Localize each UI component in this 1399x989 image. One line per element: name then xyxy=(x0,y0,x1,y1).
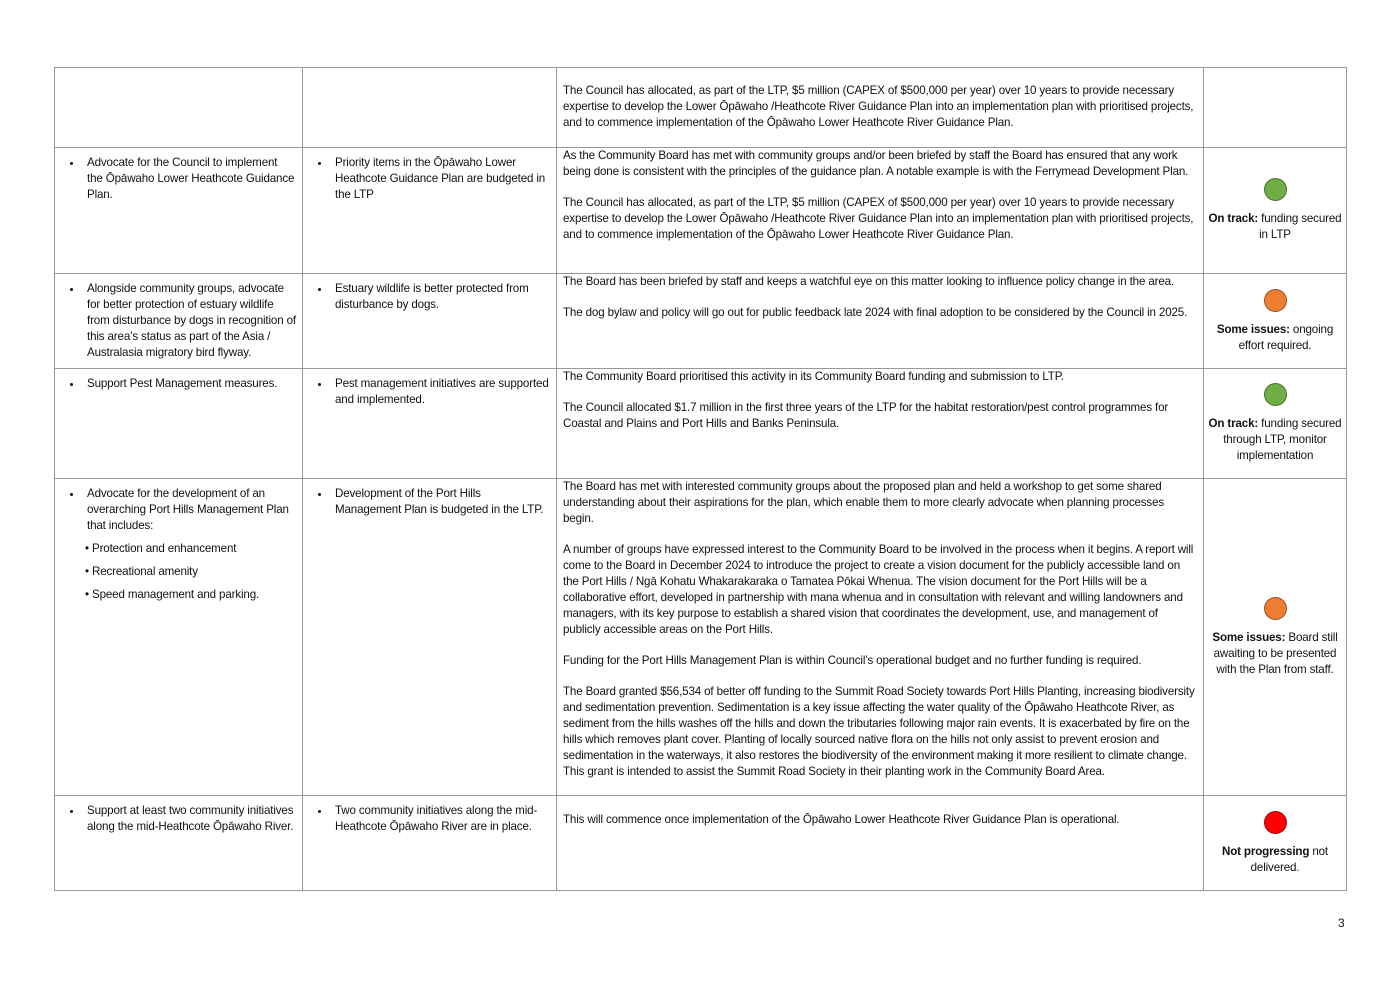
bullet-item: • Alongside community groups, advocate for better protection of estuary wildlife from disturbance by dogs in recognition of this area’s status as part of the Asia / Australasia migratory bird flyway. xyxy=(83,281,296,361)
progress-paragraph: The Council has allocated, as part of the LTP, $5 million (CAPEX of $500,000 per year) over 10 years to provide necessary expertise to develop the Lower Ōpāwaho /Heathcote River Guidance Plan into an implementation plan with prioritised projects, and to commence implementation of the Ōpāwaho Lower Heathcote River Guidance Plan. xyxy=(563,83,1194,129)
progress-cell xyxy=(557,369,1204,479)
bullet-item: • Priority items in the Ōpāwaho Lower Heathcote Guidance Plan are budgeted in the LTP xyxy=(331,155,550,203)
status-detail: funding secured in LTP xyxy=(1258,212,1342,241)
table-row xyxy=(55,274,1347,369)
status-text xyxy=(1208,211,1342,243)
status-detail: ongoing effort required. xyxy=(1238,322,1334,352)
bullet-item: • Support at least two community initiatives along the mid-Heathcote Ōpāwaho River. xyxy=(83,803,296,835)
progress-paragraph: The Board granted $56,534 of better off funding to the Summit Road Society towards Port Hills Planting, increasing biodiversity and sedimentation prevention. Sedimentation is a key issue affecting the water quality of the Ōpāwaho Heathcote River, as sediment from the hills washes off the hills and down the tributaries following major rain events. It is exacerbated by fire on the hills which removes plant cover. Planting of locally sourced native flora on the hills not only assist to prevent erosion and sedimentation in the waterways, it also restores the biodiversity of the environment making it more resilient to climate change. This grant is intended to assist the Summit Road Society in their planting work in the Community Board Area. xyxy=(563,685,1195,778)
status-detail: Board still awaiting to be presented with the Plan from staff. xyxy=(1213,630,1338,676)
status-indicator-icon xyxy=(1264,383,1287,406)
outcome-cell xyxy=(303,148,557,274)
progress-table xyxy=(54,67,1347,891)
progress-cell xyxy=(557,479,1204,796)
action-cell xyxy=(55,796,303,891)
progress-cell xyxy=(557,796,1204,891)
bullet-item: • Estuary wildlife is better protected from disturbance by dogs. xyxy=(331,281,550,313)
status-label: On track: xyxy=(1208,212,1259,225)
outcome-cell xyxy=(303,274,557,369)
bullet-item: • Two community initiatives along the mid-Heathcote Ōpāwaho River are in place. xyxy=(331,803,550,835)
action-cell xyxy=(55,479,303,796)
status-cell xyxy=(1204,148,1347,274)
progress-paragraph: This will commence once implementation of the Ōpāwaho Lower Heathcote River Guidance Plan is operational. xyxy=(563,813,1120,826)
bullet-item: • Development of the Port Hills Management Plan is budgeted in the LTP. xyxy=(331,486,550,518)
table-row xyxy=(55,796,1347,891)
bullet-item: • Pest management initiatives are supported and implemented. xyxy=(331,376,550,408)
table-row xyxy=(55,148,1347,274)
status-label: Some issues: xyxy=(1216,322,1290,336)
action-cell xyxy=(55,369,303,479)
sub-item: • Recreational amenity xyxy=(85,565,198,578)
progress-paragraph: A number of groups have expressed interest to the Community Board to be involved in the process when it begins. A report will come to the Board in December 2024 to introduce the project to create a vision document for the publicly accessible land on the Port Hills / Ngā Kohatu Whakarakaraka o Tamatea Pōkai Whenua. The vision document for the Port Hills will be a collaborative effort, developed in partnership with mana whenua and in consultation with relevant and willing landowners and managers, with its key purpose to establish a shared vision that coordinates the development, use, and management of publicly accessible areas on the Port Hills. xyxy=(563,543,1194,636)
status-indicator-icon xyxy=(1264,178,1287,201)
outcome-cell xyxy=(303,68,557,148)
action-cell xyxy=(55,68,303,148)
status-cell xyxy=(1204,68,1347,148)
outcome-cell xyxy=(303,796,557,891)
progress-paragraph: As the Community Board has met with community groups and/or been briefed by staff the Board has ensured that any work being done is consistent with the principles of the guidance plan. A notable example is with the Ferrymead Development Plan. xyxy=(563,149,1189,178)
status-text xyxy=(1208,630,1342,678)
status-label: On track: xyxy=(1208,417,1259,430)
status-text xyxy=(1208,844,1342,876)
table-row xyxy=(55,479,1347,796)
progress-paragraph: The Council allocated $1.7 million in the first three years of the LTP for the habitat restoration/pest control programmes for Coastal and Plains and Port Hills and Banks Peninsula. xyxy=(563,401,1169,430)
status-indicator-icon xyxy=(1264,811,1287,834)
sub-item: • Protection and enhancement xyxy=(85,542,237,555)
status-cell xyxy=(1204,796,1347,891)
outcome-cell xyxy=(303,369,557,479)
status-cell xyxy=(1204,274,1347,369)
progress-paragraph: The Community Board prioritised this activity in its Community Board funding and submission to LTP. xyxy=(563,370,1064,383)
status-text xyxy=(1208,416,1342,464)
status-indicator-icon xyxy=(1264,597,1287,620)
status-detail: not delivered. xyxy=(1250,844,1329,874)
bullet-item: • Support Pest Management measures. xyxy=(83,376,296,392)
status-detail: funding secured through LTP, monitor implementation xyxy=(1223,417,1342,462)
status-text xyxy=(1208,322,1342,354)
action-cell xyxy=(55,274,303,369)
bullet-item: • Advocate for the Council to implement the Ōpāwaho Lower Heathcote Guidance Plan. xyxy=(83,155,296,203)
progress-paragraph: The Board has met with interested community groups about the proposed plan and held a workshop to get some shared understanding about their aspirations for the plan, which enable them to more clearly advocate when planning processes begin. xyxy=(563,480,1165,525)
status-indicator-icon xyxy=(1264,289,1287,312)
status-cell xyxy=(1204,369,1347,479)
table-row xyxy=(55,68,1347,148)
progress-paragraph: Funding for the Port Hills Management Plan is within Council’s operational budget and no further funding is required. xyxy=(563,654,1142,667)
status-label: Some issues: xyxy=(1212,630,1286,644)
progress-cell xyxy=(557,274,1204,369)
progress-paragraph: The dog bylaw and policy will go out for public feedback late 2024 with final adoption to be considered by the Council in 2025. xyxy=(563,306,1188,319)
progress-paragraph: The Board has been briefed by staff and keeps a watchful eye on this matter looking to influence policy change in the area. xyxy=(563,275,1175,288)
sub-item: • Speed management and parking. xyxy=(85,588,260,601)
progress-cell xyxy=(557,68,1204,148)
outcome-cell xyxy=(303,479,557,796)
bullet-item: • Advocate for the development of an overarching Port Hills Management Plan that includes: xyxy=(83,486,296,534)
page-number: 3 xyxy=(1338,916,1345,930)
progress-paragraph: The Council has allocated, as part of the LTP, $5 million (CAPEX of $500,000 per year) over 10 years to provide necessary expertise to develop the Lower Ōpāwaho /Heathcote River Guidance Plan into an implementation plan with prioritised projects, and to commence implementation of the Ōpāwaho Lower Heathcote River Guidance Plan. xyxy=(563,196,1194,241)
action-cell xyxy=(55,148,303,274)
progress-cell xyxy=(557,148,1204,274)
table-row xyxy=(55,369,1347,479)
status-cell xyxy=(1204,479,1347,796)
status-label: Not progressing xyxy=(1221,844,1310,858)
